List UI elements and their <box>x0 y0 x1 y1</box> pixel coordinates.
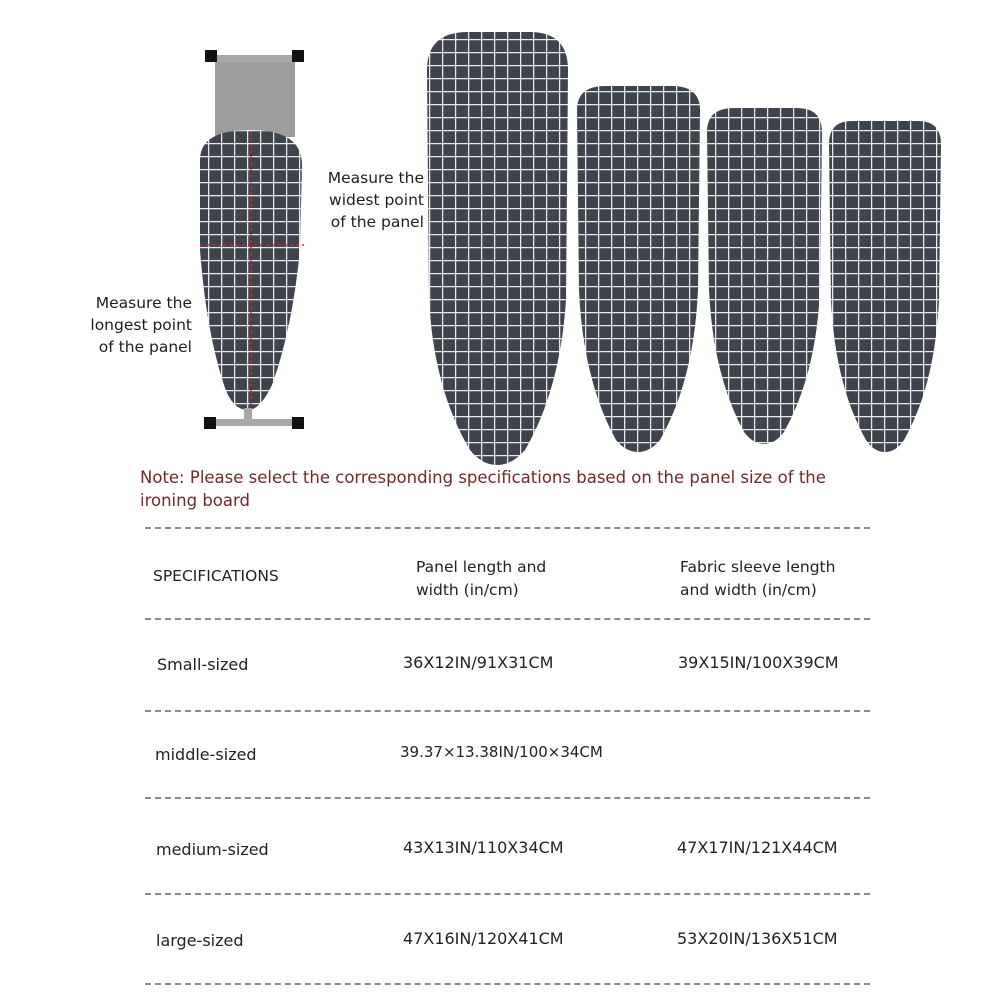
table-divider <box>145 893 870 895</box>
widest-point-caption: Measure the widest point of the panel <box>327 169 424 231</box>
table-divider <box>145 983 870 985</box>
row-medium-sleeve: 47X17IN/121X44CM <box>677 838 838 857</box>
stand-frame-top <box>210 55 300 62</box>
row-small-panel: 36X12IN/91X31CM <box>403 653 554 672</box>
row-small-sleeve: 39X15IN/100X39CM <box>678 653 839 672</box>
table-divider <box>145 527 870 529</box>
stand-leg-bottom-left <box>204 417 216 429</box>
table-divider <box>145 797 870 799</box>
stand-leg-top-right <box>292 50 304 62</box>
row-small-size: Small-sized <box>157 655 249 674</box>
row-large-panel: 47X16IN/120X41CM <box>403 929 564 948</box>
row-medium-size: medium-sized <box>156 840 269 859</box>
header-specifications: SPECIFICATIONS <box>153 567 279 585</box>
row-middle-panel: 39.37×13.38IN/100×34CM <box>400 743 603 761</box>
iron-rest <box>215 62 295 137</box>
stand-leg-top-left <box>205 50 217 62</box>
board-cover-medium <box>577 86 700 452</box>
selection-note: Note: Please select the corresponding specifications based on the panel size of the ironing board <box>140 468 826 510</box>
header-panel-size: Panel length and width (in/cm) <box>416 558 547 599</box>
header-sleeve-size: Fabric sleeve length and width (in/cm) <box>680 558 836 599</box>
row-medium-panel: 43X13IN/110X34CM <box>403 838 564 857</box>
row-middle-size: middle-sized <box>155 745 257 764</box>
stand-frame-bottom <box>210 419 300 426</box>
specification-table <box>145 520 870 990</box>
row-large-size: large-sized <box>156 931 244 950</box>
table-divider <box>145 618 870 620</box>
table-divider <box>145 710 870 712</box>
stand-leg-bottom-right <box>292 417 304 429</box>
board-cover-small <box>829 121 941 452</box>
board-cover-middle <box>707 108 822 444</box>
ironing-board-illustration <box>0 0 1000 470</box>
row-large-sleeve: 53X20IN/136X51CM <box>677 929 838 948</box>
ironing-board-with-stand <box>200 50 304 429</box>
longest-point-caption: Measure the longest point of the panel <box>90 294 192 356</box>
board-cover-large <box>427 32 568 465</box>
